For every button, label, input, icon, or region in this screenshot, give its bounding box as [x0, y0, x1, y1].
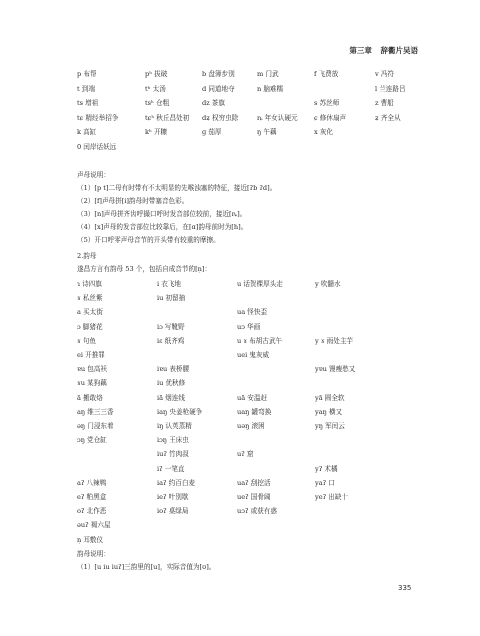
initial-row-cell: m 门武	[257, 70, 279, 78]
final-row-cell: yã 圆全软	[315, 393, 345, 402]
final-row-cell: ɤ 句鱼	[77, 336, 97, 345]
final-row-cell: iaŋ 央姜枪硬争	[157, 407, 203, 416]
initial-row-cell: 0 闰岸话妖远	[77, 142, 117, 151]
final-row-cell: iɔ 写靴野	[157, 322, 185, 331]
running-header	[343, 45, 418, 56]
final-row-cell: uaʔ 刮挖活	[237, 478, 271, 487]
final-row-cell: y 吹髓水	[315, 280, 341, 288]
chapter-title: 辞衢片吴语	[380, 46, 418, 55]
initial-note-line: （2）[f]声母拼[i]韵母时带塞音色彩。	[77, 197, 189, 205]
final-row-cell: u ɤ 布胡古武午	[237, 336, 283, 345]
final-row-cell: iŋ 认英蒸精	[157, 422, 192, 430]
final-row-cell: eʔ 粕黑盒	[77, 493, 107, 501]
initial-row-cell: ɕ 修休扇声	[314, 113, 347, 122]
final-row-cell: ɿ 诗四旗	[77, 280, 102, 288]
initial-row-cell: z 曹船	[375, 99, 394, 107]
final-row-cell: iã 烟连线	[157, 393, 185, 402]
initial-row-cell: ʑ 齐全从	[375, 113, 401, 122]
final-row-cell: yʔ 术橘	[315, 464, 338, 473]
initial-row-cell: tɕ 精经举招争	[77, 113, 119, 122]
initial-row-cell: n 脑难糯	[257, 84, 284, 93]
initial-row-cell: ts 增祖	[77, 99, 99, 107]
initial-note-line: （4）[x]声母的发音部位比较靠后，在[ɑ]韵母前时为[h]。	[77, 223, 248, 231]
initial-row-cell: d 同道地夺	[202, 84, 235, 93]
initial-row-cell: dz 茶旗	[202, 99, 225, 107]
initial-row-cell: k 高缸	[77, 128, 97, 136]
finals-heading: 2.韵母	[77, 252, 97, 260]
final-row-cell: ueʔ 国骨阔	[237, 493, 271, 501]
initial-row-cell: v 冯符	[375, 70, 395, 78]
final-row-cell: i 衣飞地	[157, 280, 181, 288]
initial-note-line: （1）[p t]二母有时带有不太明显的先喉浊塞的特征，接近[ʔb ʔd]。	[77, 184, 277, 192]
finals-notes-title: 韵母说明：	[77, 550, 110, 558]
final-row-cell: ɔŋ 党仓缸	[77, 436, 107, 445]
final-row-cell: uaŋ 罐弯换	[237, 407, 272, 416]
final-row-cell: oʔ 北作恶	[77, 507, 107, 516]
final-row-cell: aŋ 维三三香	[77, 407, 114, 416]
initial-row-cell: s 苏丝师	[314, 99, 340, 107]
final-row-cell: iɔŋ 王床虫	[157, 436, 189, 445]
final-row-cell: ua 怪快歪	[237, 308, 268, 317]
final-row-cell: uei 鬼灰威	[237, 351, 270, 359]
final-row-cell: ṇ 耳敷仪	[77, 535, 104, 544]
initial-row-cell: tɕʰ 秋丘昌处初	[145, 113, 190, 122]
final-row-cell: iɛ 纸齐鸡	[157, 336, 185, 345]
final-row-cell: iu 初留抽	[157, 294, 186, 303]
initial-note-line: （5）开口呼零声母音节的开头带有较重的摩擦。	[77, 236, 220, 244]
final-row-cell: iɐu 表桥腰	[157, 365, 190, 374]
final-row-cell: uã 安温赶	[237, 393, 268, 402]
final-row-cell: uəŋ 滚困	[237, 422, 265, 430]
final-row-cell: uʔ 窟	[237, 450, 254, 459]
final-row-cell: ɔ 脚猪花	[77, 322, 103, 331]
chapter-label: 第三章	[349, 46, 372, 55]
final-row-cell: uɔʔ 或获有惑	[237, 507, 277, 516]
initial-row-cell: f 飞费放	[314, 70, 339, 78]
final-row-cell: ieʔ 叶别歇	[157, 493, 189, 501]
initial-row-cell: t 到端	[77, 84, 95, 93]
final-row-cell: yaŋ 横又	[315, 407, 343, 416]
initial-row-cell: tsʰ 仓粗	[145, 99, 170, 107]
final-row-cell: ei 开推罪	[77, 351, 105, 359]
final-row-cell: yɐu 馒瘦愁又	[315, 365, 356, 374]
final-row-cell: y ɤ 雨处主芋	[315, 336, 354, 345]
initial-row-cell: kʰ 开糠	[145, 128, 168, 136]
final-row-cell: ɤ 私丝紫	[77, 294, 103, 303]
initial-row-cell: tʰ 太汤	[145, 84, 166, 93]
page-number: 335	[398, 584, 412, 592]
final-row-cell: ɐu 包高袄	[77, 365, 108, 374]
final-row-cell: iʔ 一笔直	[157, 464, 185, 473]
final-row-cell: yŋ 军闰云	[315, 422, 345, 430]
initial-row-cell: x 灰化	[314, 128, 334, 136]
initial-row-cell: pʰ 拔破	[145, 70, 168, 78]
final-row-cell: uɔ 华画	[237, 322, 261, 331]
final-row-cell: iu 优秋修	[157, 379, 186, 388]
initial-row-cell: l 兰连路吕	[375, 84, 406, 93]
initial-row-cell: ɡ 茄厚	[202, 128, 222, 136]
initial-row-cell: dʑ 权穷虫除	[202, 113, 239, 122]
final-row-cell: iaʔ 约百白麦	[157, 478, 196, 487]
final-note-line: （1）[u iu iuʔ]三韵里的[u]，实际音值为[ʊ]。	[77, 563, 216, 571]
initial-note-line: （3）[n]声母拼齐齿呼撮口呼时发音部位较前，接近[ȵ]。	[77, 210, 247, 218]
finals-intro: 遂昌方言有韵母 53 个，包括自成音节的[ṇ]：	[77, 265, 212, 273]
initial-row-cell: ȵ 年女认硬元	[257, 113, 298, 122]
final-row-cell: əŋ 门浸东着	[77, 422, 114, 430]
final-row-cell: yeʔ 出缺十	[315, 493, 349, 501]
initial-row-cell: ŋ 午藕	[257, 128, 277, 136]
final-row-cell: aʔ 八辣鸭	[77, 478, 107, 487]
final-row-cell: ioʔ 桌绿局	[157, 507, 189, 516]
final-row-cell: yaʔ 口	[315, 478, 335, 487]
initial-row-cell: p 布帮	[77, 70, 97, 78]
initials-notes-title: 声母说明：	[77, 171, 110, 179]
final-row-cell: ã 搬敢烙	[77, 393, 103, 402]
final-row-cell: u 话贺棵厚头走	[237, 280, 283, 288]
initial-row-cell: b 盘簿步别	[202, 70, 235, 78]
final-row-cell: ɤu 某狗藕	[77, 379, 107, 388]
final-row-cell: a 买太街	[77, 308, 103, 317]
final-row-cell: əuʔ 褐六屋	[77, 521, 111, 530]
final-row-cell: iuʔ 竹肉叔	[157, 450, 189, 459]
